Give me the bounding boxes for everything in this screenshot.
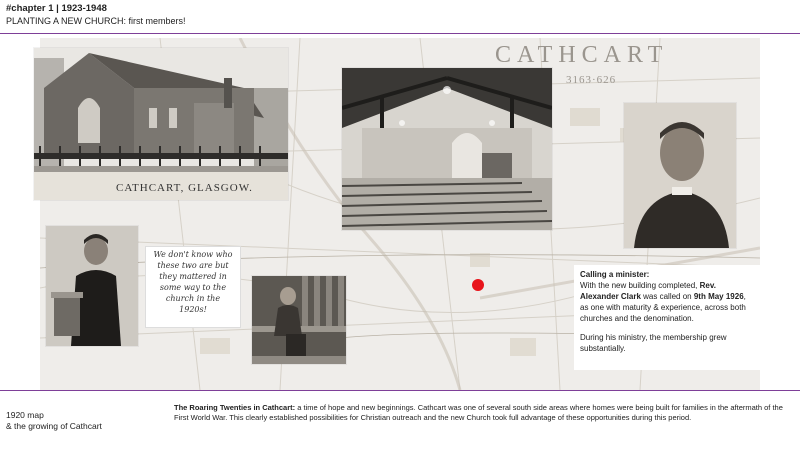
church-photo-caption: CATHCART, GLASGOW.	[116, 182, 253, 194]
map-caption-line: 1920 map	[6, 410, 44, 420]
calling-date: 9th May 1926	[693, 292, 744, 301]
map-phone-label: 3163·626	[566, 74, 617, 86]
minister-card-paragraph	[580, 280, 756, 324]
note-line: some way to the	[159, 283, 227, 292]
map-caption	[6, 410, 102, 432]
minister-text: With the new building completed,	[580, 281, 700, 290]
church-interior-photo	[342, 68, 552, 230]
footer-divider	[0, 390, 800, 391]
note-line: church in the	[165, 294, 221, 303]
map-district-label: CATHCART	[495, 42, 669, 68]
roaring-twenties-heading: The Roaring Twenties in Cathcart:	[174, 403, 296, 412]
roaring-twenties-text	[174, 403, 784, 423]
map-caption-line: & the growing of Cathcart	[6, 421, 102, 431]
minister-info-card	[574, 265, 762, 370]
minister-text: was called on	[640, 292, 694, 301]
church-location-marker	[472, 279, 484, 291]
note-line: these two are but	[157, 261, 229, 270]
note-line: 1920s!	[179, 305, 207, 314]
minister-text: , as one with maturity & experience, across both churches and the denomination.	[580, 292, 746, 323]
woman-portrait-photo	[46, 226, 138, 346]
header-divider	[0, 33, 800, 34]
membership-paragraph: During his ministry, the membership grew substantially.	[580, 333, 727, 353]
chapter-heading: #chapter 1 | 1923-1948	[6, 3, 107, 14]
note-line: they mattered in	[159, 272, 227, 281]
roaring-twenties-body: a time of hope and new beginnings. Cathcart was one of several south side areas where homes were being built for families in the aftermath of the First World War. This clearly established possibilities for Christian outreach and the new Church took full advantage of these opportunities during this period.	[174, 403, 783, 422]
minister-name: Rev. Alexander Clark	[580, 281, 716, 301]
page-subtitle: PLANTING A NEW CHURCH: first members!	[6, 16, 186, 26]
note-line: We don't know who	[153, 250, 233, 259]
unknown-members-note	[145, 246, 241, 328]
church-exterior-photo	[34, 48, 288, 200]
minister-portrait-photo	[624, 103, 736, 248]
minister-card-heading: Calling a minister:	[580, 270, 650, 279]
boy-on-bench-photo	[252, 276, 346, 364]
